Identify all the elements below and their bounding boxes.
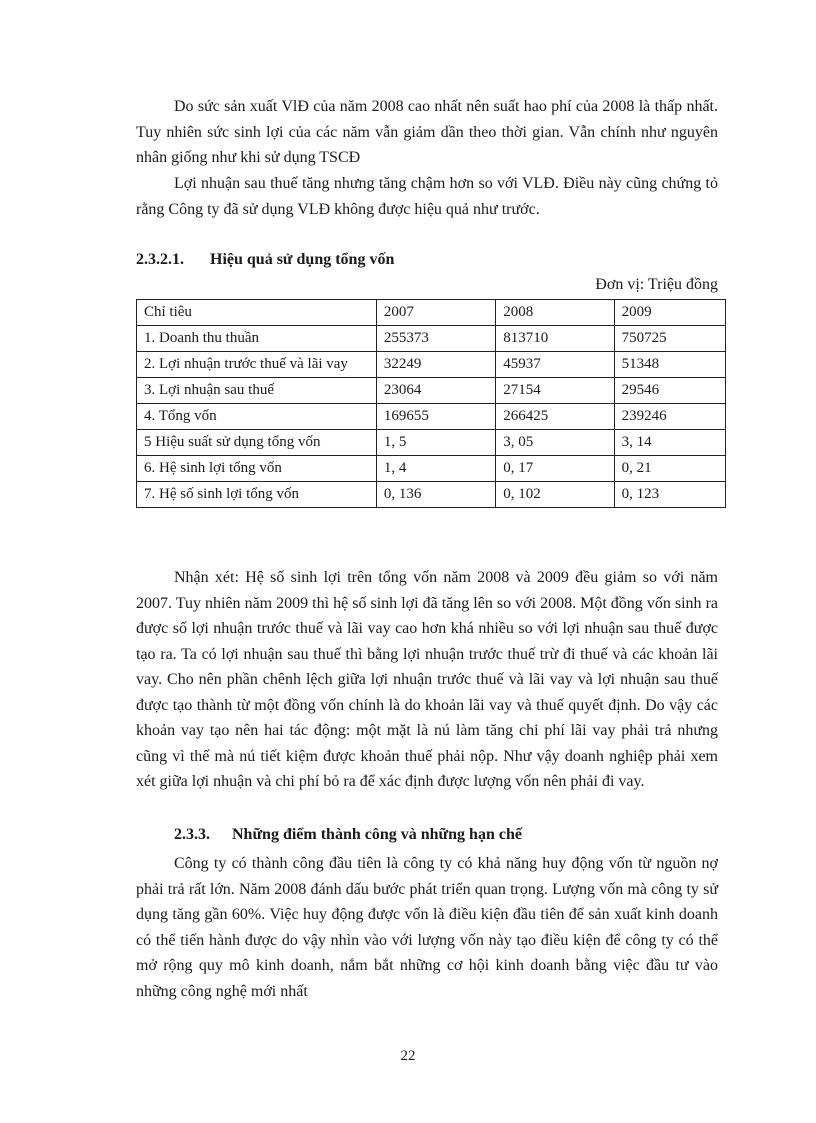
table-row	[137, 352, 726, 378]
table-cell: 169655	[376, 404, 495, 430]
table-row	[137, 456, 726, 482]
table-cell: 3, 14	[614, 430, 725, 456]
table-row	[137, 404, 726, 430]
table-header-cell: Chỉ tiêu	[137, 300, 377, 326]
table-cell: 1. Doanh thu thuần	[137, 326, 377, 352]
table-row	[137, 482, 726, 508]
table-cell: 239246	[614, 404, 725, 430]
paragraph-success: Công ty có thành công đầu tiên là công ty có khả năng huy động vốn từ nguồn nợ phải trả rất lớn. Năm 2008 đánh dấu bước phát triển quan trọng. Lượng vốn mà công ty sử dụng tăng gần 60%. Việc huy động được vốn là điều kiện đầu tiên để sản xuất kinh doanh có thể tiến hành được do vậy nhìn vào với lượng vốn này tạo điều kiện để công ty có thể mở rộng quy mô kinh doanh, nắm bắt những cơ hội kinh doanh bằng việc đầu tư vào những công nghệ mới nhất	[136, 855, 718, 1000]
table-cell: 750725	[614, 326, 725, 352]
table-cell: 5 Hiệu suất sử dụng tổng vốn	[137, 430, 377, 456]
table-cell: 255373	[376, 326, 495, 352]
section-heading-success-limits	[174, 826, 522, 844]
table-cell: 29546	[614, 378, 725, 404]
table-cell: 0, 102	[496, 482, 614, 508]
table-header-cell: 2008	[496, 300, 614, 326]
section-heading-total-capital	[136, 251, 394, 269]
table-cell: 813710	[496, 326, 614, 352]
table-cell: 0, 136	[376, 482, 495, 508]
table-cell: 0, 21	[614, 456, 725, 482]
table-cell: 2. Lợi nhuận trước thuế và lãi vay	[137, 352, 377, 378]
table-cell: 0, 17	[496, 456, 614, 482]
table-cell: 4. Tổng vốn	[137, 404, 377, 430]
section-title: Hiệu quả sử dụng tổng vốn	[210, 251, 395, 268]
table-cell: 45937	[496, 352, 614, 378]
capital-efficiency-table	[136, 299, 726, 508]
table-cell: 1, 4	[376, 456, 495, 482]
table-cell: 51348	[614, 352, 725, 378]
table-header-cell: 2009	[614, 300, 725, 326]
table-cell: 0, 123	[614, 482, 725, 508]
table-row	[137, 430, 726, 456]
table-cell: 1, 5	[376, 430, 495, 456]
unit-label: Đơn vị: Triệu đồng	[595, 276, 718, 293]
table-cell: 266425	[496, 404, 614, 430]
table-cell: 23064	[376, 378, 495, 404]
table-cell: 6. Hệ sinh lợi tổng vốn	[137, 456, 377, 482]
paragraph-profit-after-tax: Lợi nhuận sau thuế tăng nhưng tăng chậm hơn so với VLĐ. Điều này cũng chứng tỏ rằng Công ty đã sử dụng VLĐ không được hiệu quả như trước.	[136, 175, 718, 218]
table-row	[137, 378, 726, 404]
table-cell: 3, 05	[496, 430, 614, 456]
section-number: 2.3.2.1.	[136, 251, 184, 268]
table-header-row	[137, 300, 726, 326]
table-cell: 27154	[496, 378, 614, 404]
table-cell: 7. Hệ số sinh lợi tổng vốn	[137, 482, 377, 508]
table-cell: 32249	[376, 352, 495, 378]
section-title: Những điểm thành công và những hạn chế	[232, 826, 522, 843]
paragraph-production-capacity: Do sức sản xuất VlĐ của năm 2008 cao nhất nên suất hao phí của 2008 là thấp nhất. Tuy nhiên sức sinh lợi của các năm vẫn giảm dần theo thời gian. Vẫn chính như nguyên nhân giống như khi sử dụng TSCĐ	[136, 98, 718, 166]
paragraph-comment: Nhận xét: Hệ số sinh lợi trên tổng vốn năm 2008 và 2009 đều giảm so với năm 2007. Tuy nhiên năm 2009 thì hệ số sinh lợi đã tăng lên so với 2008. Một đồng vốn sinh ra được số lợi nhuận trước thuế và lãi vay cao hơn khá nhiều so với lợi nhuận sau thuế được tạo ra. Ta có lợi nhuận sau thuế thì bằng lợi nhuận trước thuế trừ đi thuế và các khoản lãi vay. Cho nên phần chênh lệch giữa lợi nhuận trước thuế và lãi vay và lợi nhuận sau thuế được tạo thành từ một đồng vốn chính là do khoản lãi vay và thuế quyết định. Do vậy các khoản vay tạo nên hai tác động: một mặt là nú làm tăng chi phí lãi vay phải trả nhưng cũng vì thế mà nú tiết kiệm được khoản thuế phải nộp. Như vậy doanh nghiệp phải xem xét giữa lợi nhuận và chi phí bỏ ra để xác định được lượng vốn nên phải đi vay.	[136, 569, 718, 790]
table-cell: 3. Lợi nhuận sau thuế	[137, 378, 377, 404]
section-number: 2.3.3.	[174, 826, 210, 843]
page-number: 22	[400, 1048, 416, 1064]
table-row	[137, 326, 726, 352]
table-header-cell: 2007	[376, 300, 495, 326]
